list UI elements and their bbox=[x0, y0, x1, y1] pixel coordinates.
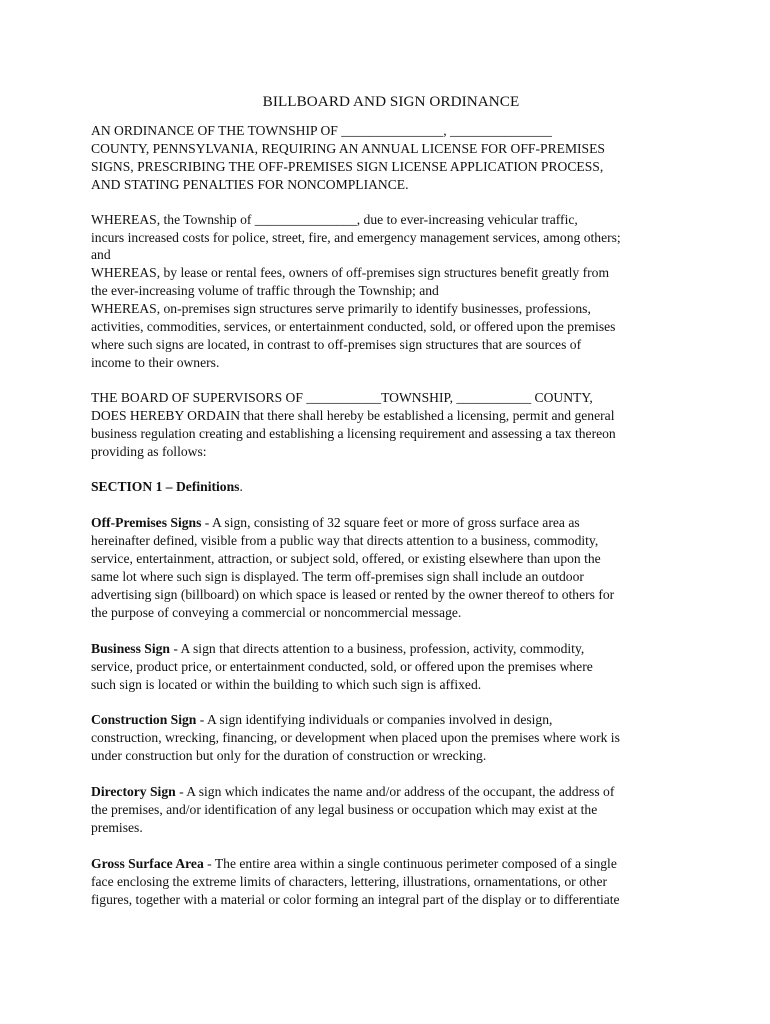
definition-text: - The entire area within a single continuous perimeter composed of a single bbox=[203, 855, 617, 871]
preamble-line: AND STATING PENALTIES FOR NONCOMPLIANCE. bbox=[91, 176, 409, 192]
definition-text: face enclosing the extreme limits of characters, lettering, illustrations, ornamentations, or other bbox=[91, 873, 608, 889]
definition-term: Construction Sign bbox=[91, 712, 197, 728]
definition-text: hereinafter defined, visible from a public way that directs attention to a business, commodity, bbox=[91, 533, 599, 549]
definition-text: advertising sign (billboard) on which space is leased or rented by the owner thereof to others for bbox=[91, 586, 615, 602]
definition-text: service, entertainment, attraction, or subject sold, offered, or existing elsewhere than upon the bbox=[91, 551, 601, 567]
whereas-line: incurs increased costs for police, street, fire, and emergency management services, among others; bbox=[91, 229, 621, 245]
definition-directory-sign bbox=[91, 783, 691, 837]
definition-text: under construction but only for the duration of construction or wrecking. bbox=[91, 748, 487, 764]
ordain-line: THE BOARD OF SUPERVISORS OF ___________TOWNSHIP, ___________ COUNTY, bbox=[91, 389, 593, 405]
definition-term: Gross Surface Area bbox=[91, 855, 204, 871]
whereas-line: activities, commodities, services, or entertainment conducted, sold, or offered upon the premises bbox=[91, 319, 616, 335]
definition-text: figures, together with a material or color forming an integral part of the display or to differentiate bbox=[91, 891, 620, 907]
definition-text: the purpose of conveying a commercial or noncommercial message. bbox=[91, 604, 462, 620]
preamble-line: AN ORDINANCE OF THE TOWNSHIP OF _______________, _______________ bbox=[91, 123, 552, 138]
section-heading-text: SECTION 1 – Definitions bbox=[91, 479, 240, 495]
definition-business-sign bbox=[91, 640, 691, 694]
document-title: BILLBOARD AND SIGN ORDINANCE bbox=[262, 93, 520, 110]
definition-term: Business Sign bbox=[91, 640, 170, 656]
definition-term: Directory Sign bbox=[91, 784, 176, 800]
definition-construction-sign bbox=[91, 711, 691, 765]
definition-text: same lot where such sign is displayed. The term off-premises sign shall include an outdoor bbox=[91, 569, 584, 585]
whereas-line: income to their owners. bbox=[91, 354, 220, 370]
ordain-line: DOES HEREBY ORDAIN that there shall hereby be established a licensing, permit and general bbox=[91, 407, 615, 423]
whereas-line: where such signs are located, in contrast to off-premises sign structures that are sources of bbox=[91, 336, 582, 352]
whereas-paragraph bbox=[91, 211, 691, 372]
definition-text: premises. bbox=[91, 820, 143, 835]
whereas-line: WHEREAS, the Township of _______________, due to ever-increasing vehicular traffic, bbox=[91, 211, 578, 227]
preamble-paragraph bbox=[91, 122, 691, 194]
definition-off-premises-signs bbox=[91, 514, 691, 621]
definition-text: - A sign identifying individuals or companies involved in design, bbox=[196, 712, 553, 728]
section-heading bbox=[91, 478, 691, 496]
ordain-paragraph bbox=[91, 389, 691, 461]
definition-text: - A sign which indicates the name and/or address of the occupant, the address of bbox=[175, 784, 615, 800]
definition-text: service, product price, or entertainment conducted, sold, or offered upon the premises where bbox=[91, 658, 593, 674]
definition-term: Off-Premises Signs bbox=[91, 515, 202, 531]
preamble-line: COUNTY, PENNSYLVANIA, REQUIRING AN ANNUAL LICENSE FOR OFF-PREMISES bbox=[91, 140, 605, 156]
document-page bbox=[91, 92, 691, 909]
whereas-line: WHEREAS, on-premises sign structures serve primarily to identify businesses, professions, bbox=[91, 301, 591, 317]
whereas-line: the ever-increasing volume of traffic through the Township; and bbox=[91, 283, 439, 299]
section-heading-period: . bbox=[239, 479, 243, 495]
ordain-line: providing as follows: bbox=[91, 443, 207, 459]
definition-text: the premises, and/or identification of any legal business or occupation which may exist at the bbox=[91, 802, 598, 818]
preamble-line: SIGNS, PRESCRIBING THE OFF-PREMISES SIGN LICENSE APPLICATION PROCESS, bbox=[91, 158, 604, 174]
whereas-line: and bbox=[91, 247, 111, 263]
definition-text: - A sign, consisting of 32 square feet or more of gross surface area as bbox=[201, 515, 580, 531]
definition-text: such sign is located or within the building to which such sign is affixed. bbox=[91, 676, 482, 692]
ordain-line: business regulation creating and establishing a licensing requirement and assessing a tax thereon bbox=[91, 425, 616, 441]
definition-gross-surface-area bbox=[91, 855, 691, 909]
definition-text: construction, wrecking, financing, or development when placed upon the premises where work is bbox=[91, 730, 620, 746]
whereas-line: WHEREAS, by lease or rental fees, owners of off-premises sign structures benefit greatly from bbox=[91, 265, 610, 281]
definition-text: - A sign that directs attention to a business, profession, activity, commodity, bbox=[169, 640, 585, 656]
